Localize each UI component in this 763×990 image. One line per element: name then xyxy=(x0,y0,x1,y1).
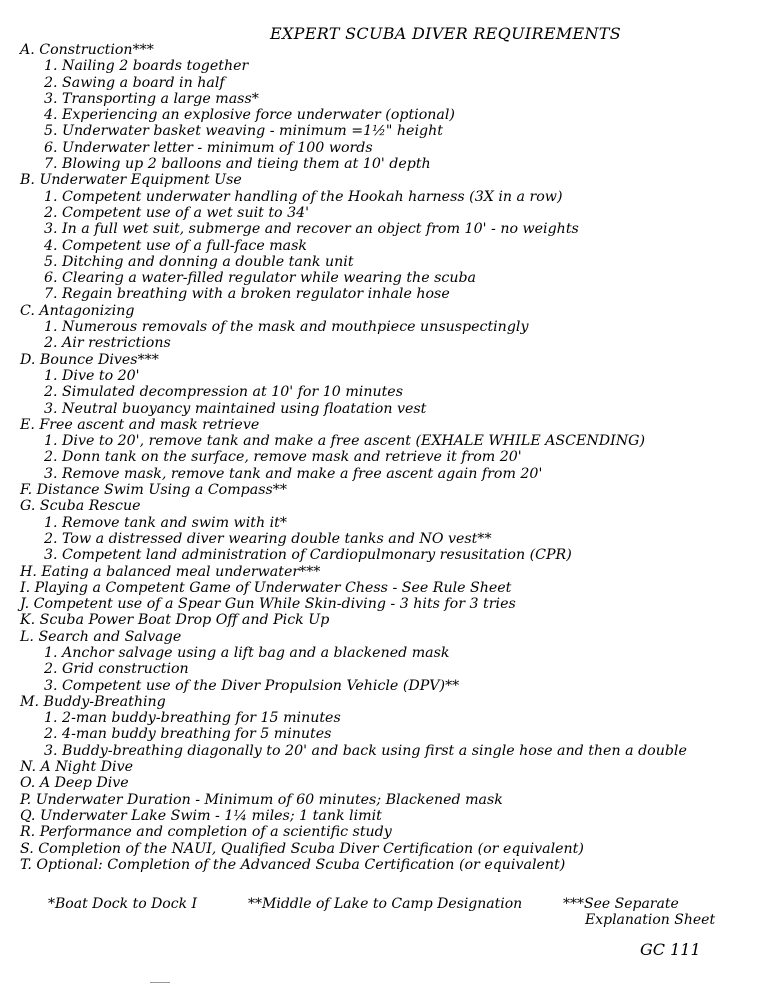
requirement-item: 5. Ditching and donning a double tank unit xyxy=(44,253,354,270)
requirements-list xyxy=(20,42,755,873)
section-heading: O. A Deep Dive xyxy=(20,775,129,792)
section-heading: J. Competent use of a Spear Gun While Skin-diving - 3 hits for 3 tries xyxy=(20,596,516,613)
requirement-item: 3. Remove mask, remove tank and make a free ascent again from 20' xyxy=(44,465,543,482)
requirement-item: 1. Anchor salvage using a lift bag and a blackened mask xyxy=(44,644,450,661)
requirement-item: 6. Clearing a water-filled regulator while wearing the scuba xyxy=(44,270,476,287)
requirement-item: 1. Dive to 20' xyxy=(44,367,140,384)
requirement-item: 2. Air restrictions xyxy=(44,335,171,352)
requirement-item: 3. Competent land administration of Cardiopulmonary resusitation (CPR) xyxy=(44,547,572,564)
section-heading: M. Buddy-Breathing xyxy=(20,693,166,710)
section-heading: T. Optional: Completion of the Advanced Scuba Certification (or equivalent) xyxy=(20,856,566,873)
requirement-item: 2. 4-man buddy breathing for 5 minutes xyxy=(44,726,332,743)
section-heading: E. Free ascent and mask retrieve xyxy=(20,416,260,433)
footnote-triple-star-continued: Explanation Sheet xyxy=(585,912,716,928)
scan-mark xyxy=(150,982,170,983)
requirement-item: 1. Remove tank and swim with it* xyxy=(44,514,287,531)
requirement-item: 2. Donn tank on the surface, remove mask and retrieve it from 20' xyxy=(44,449,522,466)
requirement-item: 7. Regain breathing with a broken regulator inhale hose xyxy=(44,286,450,303)
requirement-item: 1. 2-man buddy-breathing for 15 minutes xyxy=(44,710,341,727)
footnote-double-star: **Middle of Lake to Camp Designation xyxy=(248,896,523,912)
footnote-triple-star: ***See Separate xyxy=(563,896,679,912)
document-code: GC 111 xyxy=(640,940,701,959)
page-title: EXPERT SCUBA DIVER REQUIREMENTS xyxy=(270,24,622,43)
section-heading: D. Bounce Dives*** xyxy=(20,351,159,368)
requirement-item: 7. Blowing up 2 balloons and tieing them at 10' depth xyxy=(44,156,431,173)
section-heading: N. A Night Dive xyxy=(20,759,133,776)
requirement-item: 2. Tow a distressed diver wearing double tanks and NO vest** xyxy=(44,530,492,547)
requirement-item: 6. Underwater letter - minimum of 100 words xyxy=(44,139,373,156)
section-heading: L. Search and Salvage xyxy=(20,628,182,645)
section-heading: P. Underwater Duration - Minimum of 60 minutes; Blackened mask xyxy=(20,791,503,808)
requirement-item: 1. Nailing 2 boards together xyxy=(44,58,249,75)
section-heading: G. Scuba Rescue xyxy=(20,498,141,515)
requirement-item: 3. Neutral buoyancy maintained using floatation vest xyxy=(44,400,427,417)
requirement-item: 1. Numerous removals of the mask and mouthpiece unsuspectingly xyxy=(44,319,529,336)
requirement-item: 4. Competent use of a full-face mask xyxy=(44,237,308,254)
section-heading: I. Playing a Competent Game of Underwater Chess - See Rule Sheet xyxy=(20,579,512,596)
requirement-item: 3. Transporting a large mass* xyxy=(44,90,259,107)
section-heading: H. Eating a balanced meal underwater*** xyxy=(20,563,321,580)
requirement-item: 4. Experiencing an explosive force underwater (optional) xyxy=(44,107,455,124)
requirement-item: 1. Dive to 20', remove tank and make a free ascent (EXHALE WHILE ASCENDING) xyxy=(44,433,646,450)
requirement-item: 3. Competent use of the Diver Propulsion Vehicle (DPV)** xyxy=(44,677,460,694)
section-heading: A. Construction*** xyxy=(20,42,154,58)
section-heading: K. Scuba Power Boat Drop Off and Pick Up xyxy=(20,612,330,629)
requirement-item: 3. In a full wet suit, submerge and recover an object from 10' - no weights xyxy=(44,221,579,238)
requirement-item: 2. Simulated decompression at 10' for 10 minutes xyxy=(44,384,403,401)
section-heading: B. Underwater Equipment Use xyxy=(20,172,242,189)
requirement-item: 2. Sawing a board in half xyxy=(44,74,225,91)
requirement-item: 3. Buddy-breathing diagonally to 20' and back using first a single hose and then a double xyxy=(44,742,687,759)
section-heading: S. Completion of the NAUI, Qualified Scuba Diver Certification (or equivalent) xyxy=(20,840,584,857)
section-heading: C. Antagonizing xyxy=(20,302,135,319)
requirement-item: 5. Underwater basket weaving - minimum =1½" height xyxy=(44,123,443,140)
section-heading: F. Distance Swim Using a Compass** xyxy=(20,482,287,499)
section-heading: Q. Underwater Lake Swim - 1¼ miles; 1 tank limit xyxy=(20,807,382,824)
requirement-item: 2. Competent use of a wet suit to 34' xyxy=(44,204,310,221)
footnote-single-star: *Boat Dock to Dock I xyxy=(48,896,198,912)
section-heading: R. Performance and completion of a scientific study xyxy=(20,824,392,841)
requirement-item: 1. Competent underwater handling of the Hookah harness (3X in a row) xyxy=(44,188,563,205)
requirement-item: 2. Grid construction xyxy=(44,661,189,678)
